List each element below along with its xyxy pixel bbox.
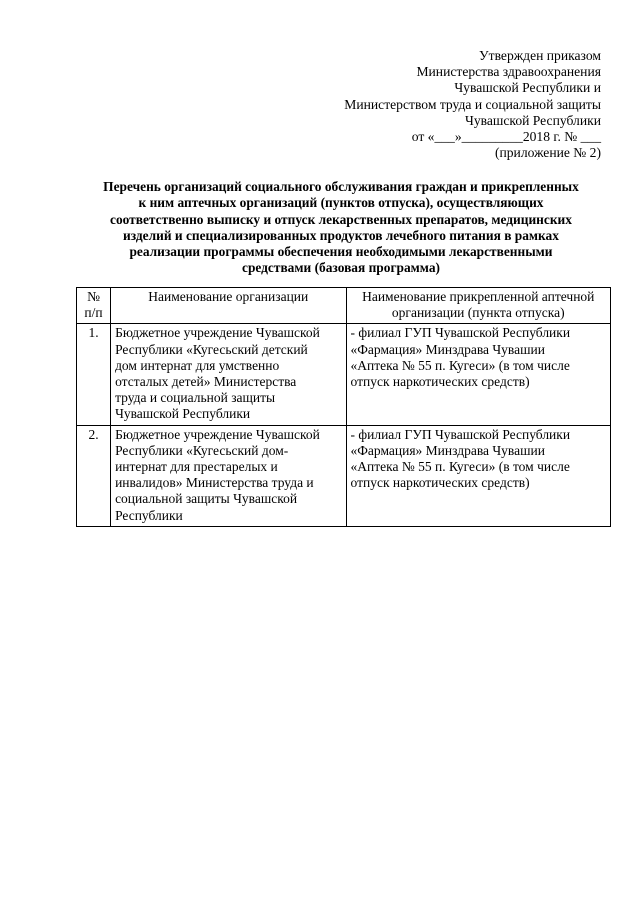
header-organization: Наименование организации [111,288,346,324]
pharmacy-name: - филиал ГУП Чувашской Республики «Фармация» Минздрава Чувашии «Аптека № 55 п. Кугеси» (в том числе отпуск наркотических средств) [346,324,611,425]
approval-line: Министерства здравоохранения [416,64,601,80]
row-number: 1. [77,324,111,425]
document-title [85,179,597,277]
header-number: № п/п [77,288,111,324]
title-line: Перечень организаций социального обслуживания граждан и прикрепленных [103,179,579,194]
organizations-table [76,287,611,527]
row-number: 2. [77,425,111,526]
approval-date-line: от «___»_________2018 г. № ___ [411,129,601,145]
title-line: изделий и специализированных продуктов лечебного питания в рамках [123,227,559,243]
appendix-number: (приложение № 2) [494,145,601,161]
pharmacy-name: - филиал ГУП Чувашской Республики «Фармация» Минздрава Чувашии «Аптека № 55 п. Кугеси» (в том числе отпуск наркотических средств) [346,425,611,526]
title-line: реализации программы обеспечения необходимыми лекарственными [129,244,553,260]
title-line: соответственно выписку и отпуск лекарственных препаратов, медицинских [110,211,572,227]
title-line: средствами (базовая программа) [242,260,440,276]
approval-line: Чувашской Республики [465,112,601,128]
title-line: к ним аптечных организаций (пунктов отпуска), осуществляющих [138,195,544,211]
organization-name: Бюджетное учреждение Чувашской Республики «Кугесьский детский дом интернат для умственно отсталых детей» Министерства труда и социальной защиты Чувашской Республики [111,324,346,425]
table-row [77,425,611,526]
header-pharmacy: Наименование прикрепленной аптечной организации (пункта отпуска) [346,288,611,324]
table-header-row [77,288,611,324]
approval-line: Министерством труда и социальной защиты [344,96,601,112]
organization-name: Бюджетное учреждение Чувашской Республики «Кугесьский дом- интернат для престарелых и инвалидов» Министерства труда и социальной защиты Чувашской Республики [111,425,346,526]
approval-stamp [241,48,601,161]
approval-line: Чувашской Республики и [454,80,601,96]
table-row [77,324,611,425]
approval-line: Утвержден приказом [479,48,601,63]
